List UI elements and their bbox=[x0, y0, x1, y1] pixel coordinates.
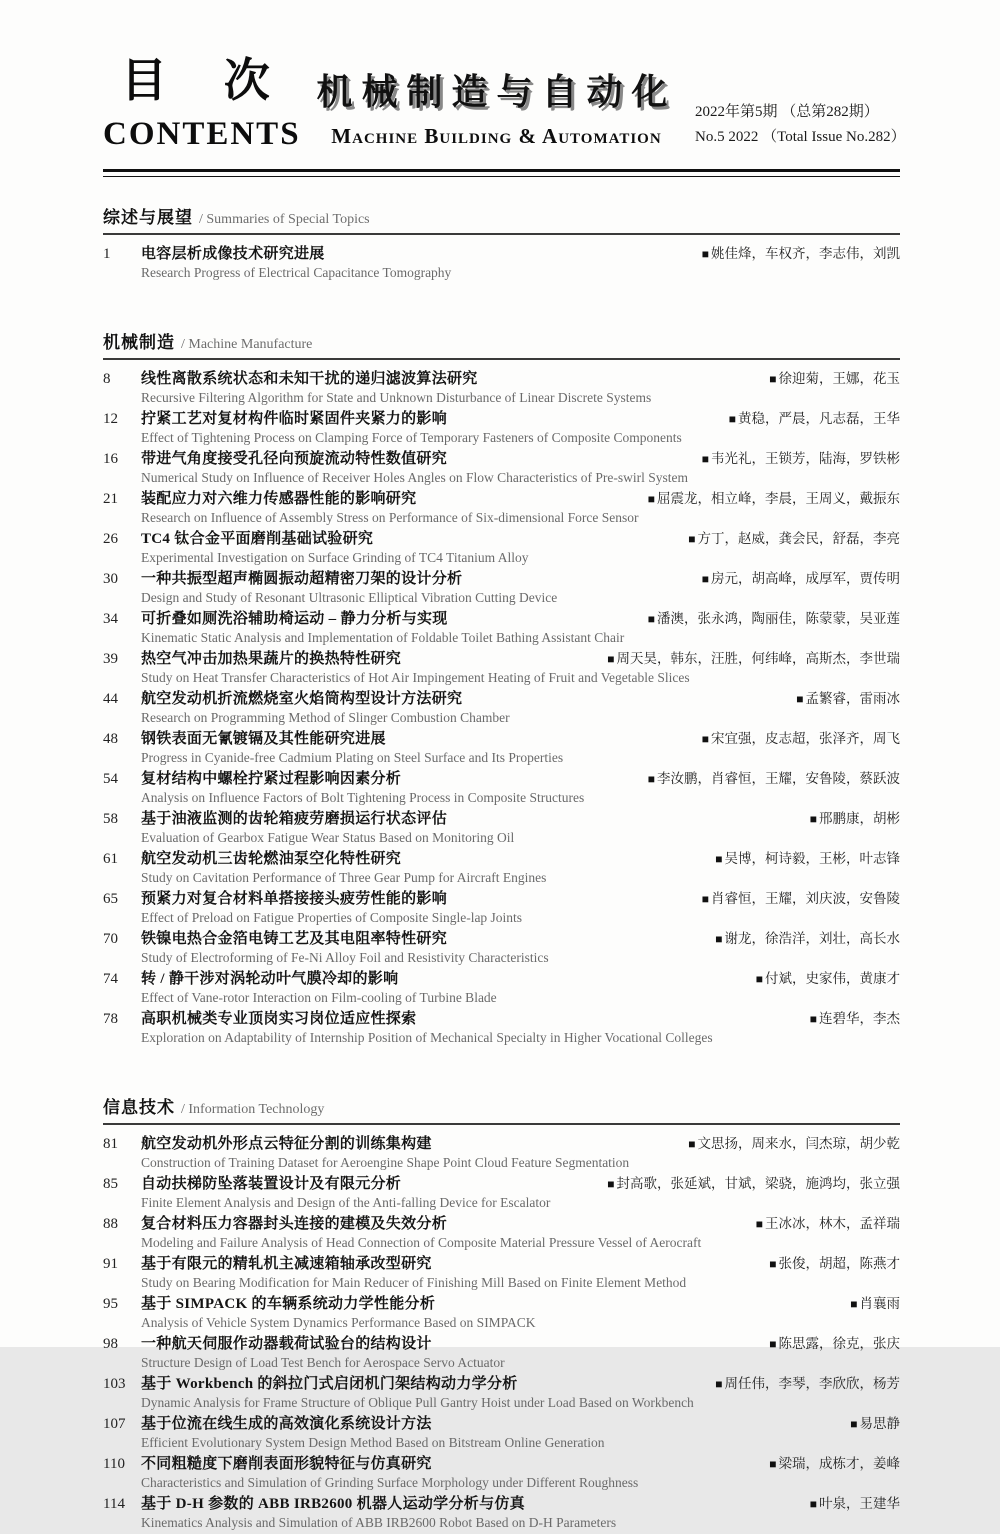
page-header bbox=[103, 42, 906, 153]
entry-title-cn: TC4 钛合金平面磨削基础试验研究 bbox=[141, 531, 374, 547]
entry-authors-block bbox=[717, 410, 900, 428]
entry-page-number: 12 bbox=[103, 411, 118, 427]
entry-page-number: 21 bbox=[103, 491, 118, 507]
toc-entry bbox=[103, 930, 900, 969]
author-marker-icon: ■ bbox=[850, 1297, 858, 1311]
entry-authors: 连碧华，李杰 bbox=[819, 1011, 900, 1026]
section-header bbox=[103, 328, 900, 360]
author-marker-icon: ■ bbox=[701, 892, 709, 906]
toc-entry bbox=[103, 1455, 900, 1494]
section-title-en: / Machine Manufacture bbox=[181, 337, 313, 352]
author-marker-icon: ■ bbox=[796, 692, 804, 706]
entry-title-cn: 一种共振型超声椭圆振动超精密刀架的设计分析 bbox=[141, 571, 463, 587]
entry-authors-block bbox=[690, 245, 900, 263]
author-marker-icon: ■ bbox=[715, 1377, 723, 1391]
author-marker-icon: ■ bbox=[701, 732, 709, 746]
author-marker-icon: ■ bbox=[701, 572, 709, 586]
entry-authors: 易思静 bbox=[859, 1416, 900, 1431]
entry-page-number: 110 bbox=[103, 1456, 125, 1472]
entry-main-line bbox=[103, 1255, 900, 1273]
entry-title-cn: 一种航天伺服作动器载荷试验台的结构设计 bbox=[141, 1336, 432, 1352]
entry-authors: 李汝鹏，肖睿恒，王耀，安鲁陵，蔡跃波 bbox=[657, 771, 900, 786]
entry-page-number: 91 bbox=[103, 1256, 118, 1272]
toc-entry bbox=[103, 450, 900, 489]
author-marker-icon: ■ bbox=[809, 1012, 817, 1026]
entry-main-line bbox=[103, 1335, 900, 1353]
entry-page-number: 70 bbox=[103, 931, 118, 947]
entry-authors: 吴博，柯诗毅，王彬，叶志锋 bbox=[724, 851, 900, 866]
entry-title-en: Effect of Vane-rotor Interaction on Film-cooling of Turbine Blade bbox=[141, 990, 497, 1005]
entry-page-number: 34 bbox=[103, 611, 118, 627]
entry-page-number: 65 bbox=[103, 891, 118, 907]
toc-section bbox=[103, 1093, 900, 1534]
entry-authors-block bbox=[838, 1415, 900, 1433]
entry-title-en: Design and Study of Resonant Ultrasonic Elliptical Vibration Cutting Device bbox=[141, 590, 558, 605]
toc-entry bbox=[103, 770, 900, 809]
entry-title-cn: 复合材料压力容器封头连接的建模及失效分析 bbox=[141, 1216, 448, 1232]
entry-authors: 封高歌，张延斌，甘斌，梁骁，施鸿均，张立强 bbox=[616, 1176, 900, 1191]
entry-authors: 宋宜强，皮志超，张泽齐，周飞 bbox=[711, 731, 900, 746]
entry-main-line bbox=[103, 1495, 900, 1513]
entry-title-en: Modeling and Failure Analysis of Head Connection of Composite Material Pressure Vessel of Aerocraft bbox=[141, 1235, 702, 1250]
toc-entry bbox=[103, 610, 900, 649]
entry-authors-block bbox=[690, 890, 900, 908]
entry-list bbox=[103, 1135, 900, 1534]
author-marker-icon: ■ bbox=[607, 1177, 615, 1191]
toc-entry bbox=[103, 1135, 900, 1174]
entry-authors: 周天昊，韩东，汪胜，何纬峰，高斯杰，李世瑞 bbox=[616, 651, 900, 666]
toc-entry bbox=[103, 410, 900, 449]
author-marker-icon: ■ bbox=[809, 812, 817, 826]
entry-title-cn: 基于 Workbench 的斜拉门式启闭机门架结构动力学分析 bbox=[141, 1376, 518, 1392]
entry-authors-block bbox=[636, 490, 900, 508]
contents-title-block bbox=[103, 42, 301, 153]
entry-title-en: Structure Design of Load Test Bench for Aerospace Servo Actuator bbox=[141, 1355, 505, 1370]
entry-authors: 房元，胡高峰，成厚军，贾传明 bbox=[711, 571, 900, 586]
entry-title-en: Kinematics Analysis and Simulation of ABB IRB2600 Robot Based on D-H Parameters bbox=[141, 1515, 617, 1530]
toc-entry bbox=[103, 1255, 900, 1294]
author-marker-icon: ■ bbox=[701, 452, 709, 466]
entry-authors-block bbox=[798, 810, 900, 828]
entry-title-en: Research on Programming Method of Slinger Combustion Chamber bbox=[141, 710, 510, 725]
entry-authors: 张俊，胡超，陈燕才 bbox=[778, 1256, 900, 1271]
toc-section bbox=[103, 328, 900, 1049]
entry-title-cn: 复材结构中螺栓拧紧过程影响因素分析 bbox=[141, 771, 402, 787]
author-marker-icon: ■ bbox=[647, 612, 655, 626]
entry-title-cn: 基于 D-H 参数的 ABB IRB2600 机器人运动学分析与仿真 bbox=[141, 1496, 525, 1512]
entry-authors-block bbox=[595, 1175, 900, 1193]
entry-authors: 屈震龙，相立峰，李晨，王周义，戴振东 bbox=[657, 491, 900, 506]
entry-authors-block bbox=[595, 650, 900, 668]
entry-authors: 韦光礼，王锁芳，陆海，罗铁彬 bbox=[711, 451, 900, 466]
entry-title-en: Efficient Evolutionary System Design Method Based on Bitstream Online Generation bbox=[141, 1435, 605, 1450]
entry-title-cn: 基于有限元的精轧机主减速箱轴承改型研究 bbox=[141, 1256, 432, 1272]
entry-authors-block bbox=[784, 690, 900, 708]
entry-title-cn: 航空发动机折流燃烧室火焰筒构型设计方法研究 bbox=[141, 691, 463, 707]
entry-title-en: Study on Cavitation Performance of Three Gear Pump for Aircraft Engines bbox=[141, 870, 547, 885]
entry-authors: 叶泉，王建华 bbox=[819, 1496, 900, 1511]
entry-title-en: Finite Element Analysis and Design of the Anti-falling Device for Escalator bbox=[141, 1195, 551, 1210]
entry-main-line bbox=[103, 410, 900, 428]
entry-page-number: 107 bbox=[103, 1416, 126, 1432]
entry-authors-block bbox=[744, 970, 900, 988]
entry-page-number: 44 bbox=[103, 691, 118, 707]
toc-entry bbox=[103, 1335, 900, 1374]
entry-title-cn: 自动扶梯防坠落装置设计及有限元分析 bbox=[141, 1176, 402, 1192]
entry-authors-block bbox=[798, 1010, 900, 1028]
toc-entry bbox=[103, 570, 900, 609]
entry-page-number: 98 bbox=[103, 1336, 118, 1352]
entry-authors: 肖襄雨 bbox=[859, 1296, 900, 1311]
entry-title-cn: 不同粗糙度下磨削表面形貌特征与仿真研究 bbox=[141, 1456, 432, 1472]
entry-authors-block bbox=[703, 930, 900, 948]
entry-title-cn: 拧紧工艺对复材构件临时紧固件夹紧力的影响 bbox=[141, 411, 448, 427]
journal-logo-block bbox=[298, 42, 695, 149]
author-marker-icon: ■ bbox=[850, 1417, 858, 1431]
entry-title-cn: 热空气冲击加热果蔬片的换热特性研究 bbox=[141, 651, 402, 667]
entry-main-line bbox=[103, 1455, 900, 1473]
author-marker-icon: ■ bbox=[755, 972, 763, 986]
entry-authors: 姚佳烽，车权齐，李志伟，刘凯 bbox=[711, 246, 900, 261]
entry-page-number: 103 bbox=[103, 1376, 126, 1392]
entry-authors: 黄稳，严晨，凡志磊，王华 bbox=[738, 411, 900, 426]
entry-authors-block bbox=[757, 1455, 900, 1473]
entry-authors-block bbox=[757, 1335, 900, 1353]
entry-title-en: Dynamic Analysis for Frame Structure of Oblique Pull Gantry Hoist under Load Based on Workbench bbox=[141, 1395, 694, 1410]
author-marker-icon: ■ bbox=[769, 1337, 777, 1351]
author-marker-icon: ■ bbox=[755, 1217, 763, 1231]
entry-page-number: 8 bbox=[103, 371, 111, 387]
entry-authors: 潘澳，张永鸿，陶丽佳，陈蒙蒙，吴亚莲 bbox=[657, 611, 900, 626]
author-marker-icon: ■ bbox=[688, 532, 696, 546]
entry-authors-block bbox=[690, 730, 900, 748]
toc-entry bbox=[103, 690, 900, 729]
section-title-en: / Information Technology bbox=[181, 1102, 325, 1117]
entry-title-cn: 基于 SIMPACK 的车辆系统动力学性能分析 bbox=[141, 1296, 436, 1312]
toc-entry bbox=[103, 650, 900, 689]
entry-main-line bbox=[103, 610, 900, 628]
toc-entry bbox=[103, 1375, 900, 1414]
entry-title-cn: 装配应力对六维力传感器性能的影响研究 bbox=[141, 491, 417, 507]
entry-main-line bbox=[103, 770, 900, 788]
entry-title-en: Study of Electroforming of Fe-Ni Alloy Foil and Resistivity Characteristics bbox=[141, 950, 549, 965]
toc-entry bbox=[103, 1175, 900, 1214]
entry-page-number: 114 bbox=[103, 1496, 125, 1512]
entry-title-cn: 预紧力对复合材料单搭接接头疲劳性能的影响 bbox=[141, 891, 448, 907]
toc-section bbox=[103, 203, 900, 284]
entry-title-en: Exploration on Adaptability of Internship Position of Mechanical Specialty in Higher Vocational Colleges bbox=[141, 1030, 713, 1045]
entry-page-number: 30 bbox=[103, 571, 118, 587]
entry-page-number: 78 bbox=[103, 1011, 118, 1027]
toc-entry bbox=[103, 1415, 900, 1454]
entry-authors-block bbox=[757, 370, 900, 388]
entry-title-en: Analysis on Influence Factors of Bolt Tightening Process in Composite Structures bbox=[141, 790, 585, 805]
entry-main-line bbox=[103, 1375, 900, 1393]
toc-entry bbox=[103, 490, 900, 529]
entry-page-number: 61 bbox=[103, 851, 118, 867]
entry-main-line bbox=[103, 650, 900, 668]
journal-logo-en: Machine Building & Automation bbox=[331, 124, 662, 148]
entry-authors-block bbox=[636, 770, 900, 788]
entry-main-line bbox=[103, 730, 900, 748]
author-marker-icon: ■ bbox=[769, 372, 777, 386]
entry-page-number: 26 bbox=[103, 531, 118, 547]
entry-authors-block bbox=[838, 1295, 900, 1313]
toc-entry bbox=[103, 1215, 900, 1254]
journal-logo-cn: 机械制造与自动化 bbox=[316, 71, 677, 112]
entry-title-cn: 带进气角度接受孔径向预旋流动特性数值研究 bbox=[141, 451, 448, 467]
toc-entry bbox=[103, 890, 900, 929]
entry-title-en: Characteristics and Simulation of Grinding Surface Morphology under Different Roughness bbox=[141, 1475, 639, 1490]
entry-list bbox=[103, 370, 900, 1049]
entry-page-number: 58 bbox=[103, 811, 118, 827]
entry-title-en: Progress in Cyanide-free Cadmium Plating on Steel Surface and Its Properties bbox=[141, 750, 564, 765]
entry-main-line bbox=[103, 810, 900, 828]
entry-page-number: 85 bbox=[103, 1176, 118, 1192]
entry-main-line bbox=[103, 370, 900, 388]
entry-page-number: 74 bbox=[103, 971, 118, 987]
entry-page-number: 95 bbox=[103, 1296, 118, 1312]
entry-authors-block bbox=[676, 530, 900, 548]
author-marker-icon: ■ bbox=[728, 412, 736, 426]
entry-authors-block bbox=[703, 1375, 900, 1393]
toc-entry bbox=[103, 370, 900, 409]
section-header bbox=[103, 1093, 900, 1125]
section-title-cn: 综述与展望 bbox=[103, 208, 193, 227]
entry-main-line bbox=[103, 530, 900, 548]
contents-title-en: CONTENTS bbox=[103, 116, 301, 152]
entry-authors: 周任伟，李琴，李欣欣，杨芳 bbox=[724, 1376, 900, 1391]
entry-page-number: 81 bbox=[103, 1136, 118, 1152]
entry-title-en: Effect of Tightening Process on Clamping Force of Temporary Fasteners of Composite Components bbox=[141, 430, 682, 445]
author-marker-icon: ■ bbox=[647, 772, 655, 786]
toc-entry bbox=[103, 730, 900, 769]
section-title-en: / Summaries of Special Topics bbox=[199, 212, 370, 227]
section-title-cn: 机械制造 bbox=[103, 333, 175, 352]
toc-entry bbox=[103, 530, 900, 569]
contents-title-cn: 目 次 bbox=[121, 54, 292, 106]
entry-authors: 邢鹏康，胡彬 bbox=[819, 811, 900, 826]
entry-main-line bbox=[103, 1135, 900, 1153]
entry-main-line bbox=[103, 1215, 900, 1233]
entry-main-line bbox=[103, 1295, 900, 1313]
entry-main-line bbox=[103, 450, 900, 468]
entry-authors-block bbox=[798, 1495, 900, 1513]
entry-main-line bbox=[103, 930, 900, 948]
entry-main-line bbox=[103, 1415, 900, 1433]
entry-authors-block bbox=[703, 850, 900, 868]
entry-title-en: Experimental Investigation on Surface Grinding of TC4 Titanium Alloy bbox=[141, 550, 529, 565]
entry-main-line bbox=[103, 890, 900, 908]
issue-line-cn: 2022年第5期 （总第282期） bbox=[695, 104, 879, 120]
entry-main-line bbox=[103, 690, 900, 708]
entry-title-en: Recursive Filtering Algorithm for State and Unknown Disturbance of Linear Discrete Systems bbox=[141, 390, 652, 405]
entry-main-line bbox=[103, 490, 900, 508]
entry-main-line bbox=[103, 570, 900, 588]
entry-authors: 陈思露，徐克，张庆 bbox=[778, 1336, 900, 1351]
entry-title-en: Research Progress of Electrical Capacitance Tomography bbox=[141, 265, 452, 280]
author-marker-icon: ■ bbox=[809, 1497, 817, 1511]
entry-authors-block bbox=[676, 1135, 900, 1153]
entry-page-number: 54 bbox=[103, 771, 118, 787]
entry-page-number: 39 bbox=[103, 651, 118, 667]
entry-title-en: Evaluation of Gearbox Fatigue Wear Status Based on Monitoring Oil bbox=[141, 830, 515, 845]
toc-sections bbox=[103, 203, 900, 1534]
entry-title-cn: 线性离散系统状态和未知干扰的递归滤波算法研究 bbox=[141, 371, 478, 387]
entry-main-line bbox=[103, 970, 900, 988]
issue-line-en: No.5 2022 （Total Issue No.282） bbox=[695, 129, 906, 145]
entry-title-cn: 高职机械类专业顶岗实习岗位适应性探索 bbox=[141, 1011, 417, 1027]
entry-title-en: Kinematic Static Analysis and Implementation of Foldable Toilet Bathing Assistant Chair bbox=[141, 630, 625, 645]
author-marker-icon: ■ bbox=[715, 932, 723, 946]
toc-entry bbox=[103, 970, 900, 1009]
entry-authors: 文思扬，周来水，闫杰琼，胡少乾 bbox=[697, 1136, 900, 1151]
entry-authors: 付斌，史家伟，黄康才 bbox=[765, 971, 900, 986]
entry-main-line bbox=[103, 850, 900, 868]
entry-title-cn: 可折叠如厕洗浴辅助椅运动 – 静力分析与实现 bbox=[141, 611, 448, 627]
entry-authors: 王冰冰，林木，孟祥瑞 bbox=[765, 1216, 900, 1231]
toc-entry bbox=[103, 245, 900, 284]
entry-title-cn: 电容层析成像技术研究进展 bbox=[141, 246, 325, 262]
toc-entry bbox=[103, 1295, 900, 1334]
entry-page-number: 1 bbox=[103, 246, 111, 262]
entry-title-en: Numerical Study on Influence of Receiver Holes Angles on Flow Characteristics of Pre-swirl System bbox=[141, 470, 689, 485]
entry-title-en: Study on Bearing Modification for Main Reducer of Finishing Mill Based on Finite Element Method bbox=[141, 1275, 687, 1290]
author-marker-icon: ■ bbox=[769, 1257, 777, 1271]
author-marker-icon: ■ bbox=[607, 652, 615, 666]
entry-authors-block bbox=[690, 570, 900, 588]
entry-title-cn: 基于位流在线生成的高效演化系统设计方法 bbox=[141, 1416, 432, 1432]
entry-authors-block bbox=[757, 1255, 900, 1273]
author-marker-icon: ■ bbox=[769, 1457, 777, 1471]
header-divider bbox=[103, 169, 900, 177]
author-marker-icon: ■ bbox=[715, 852, 723, 866]
entry-authors: 孟繁睿，雷雨冰 bbox=[805, 691, 900, 706]
entry-title-en: Effect of Preload on Fatigue Properties of Composite Single-lap Joints bbox=[141, 910, 523, 925]
toc-entry bbox=[103, 850, 900, 889]
entry-authors-block bbox=[744, 1215, 900, 1233]
entry-title-en: Research on Influence of Assembly Stress on Performance of Six-dimensional Force Sensor bbox=[141, 510, 639, 525]
entry-authors-block bbox=[636, 610, 900, 628]
entry-authors: 方丁，赵威，龚会民，舒磊，李亮 bbox=[697, 531, 900, 546]
entry-title-cn: 基于油液监测的齿轮箱疲劳磨损运行状态评估 bbox=[141, 811, 448, 827]
entry-title-cn: 铁镍电热合金箔电铸工艺及其电阻率特性研究 bbox=[141, 931, 448, 947]
entry-title-cn: 转 / 静干涉对涡轮动叶气膜冷却的影响 bbox=[141, 971, 399, 987]
entry-title-en: Study on Heat Transfer Characteristics of Hot Air Impingement Heating of Fruit and Vegetable Slices bbox=[141, 670, 690, 685]
entry-title-cn: 航空发动机外形点云特征分割的训练集构建 bbox=[141, 1136, 432, 1152]
entry-authors: 梁瑞，成栋才，姜峰 bbox=[778, 1456, 900, 1471]
entry-main-line bbox=[103, 245, 900, 263]
author-marker-icon: ■ bbox=[647, 492, 655, 506]
entry-page-number: 16 bbox=[103, 451, 118, 467]
toc-entry bbox=[103, 810, 900, 849]
issue-info bbox=[695, 42, 906, 150]
entry-title-en: Construction of Training Dataset for Aeroengine Shape Point Cloud Feature Segmentation bbox=[141, 1155, 630, 1170]
section-title-cn: 信息技术 bbox=[103, 1098, 175, 1117]
entry-title-cn: 钢铁表面无氰镀镉及其性能研究进展 bbox=[141, 731, 386, 747]
entry-authors-block bbox=[690, 450, 900, 468]
entry-main-line bbox=[103, 1175, 900, 1193]
section-header bbox=[103, 203, 900, 235]
entry-page-number: 88 bbox=[103, 1216, 118, 1232]
toc-entry bbox=[103, 1010, 900, 1049]
author-marker-icon: ■ bbox=[701, 247, 709, 261]
entry-page-number: 48 bbox=[103, 731, 118, 747]
entry-authors: 肖睿恒，王耀，刘庆波，安鲁陵 bbox=[711, 891, 900, 906]
entry-authors: 谢龙，徐浩洋，刘壮，高长水 bbox=[724, 931, 900, 946]
entry-authors: 徐迎菊，王娜，花玉 bbox=[778, 371, 900, 386]
toc-entry bbox=[103, 1495, 900, 1534]
entry-main-line bbox=[103, 1010, 900, 1028]
author-marker-icon: ■ bbox=[688, 1137, 696, 1151]
entry-title-en: Analysis of Vehicle System Dynamics Performance Based on SIMPACK bbox=[141, 1315, 536, 1330]
entry-list bbox=[103, 245, 900, 284]
entry-title-cn: 航空发动机三齿轮燃油泵空化特性研究 bbox=[141, 851, 402, 867]
